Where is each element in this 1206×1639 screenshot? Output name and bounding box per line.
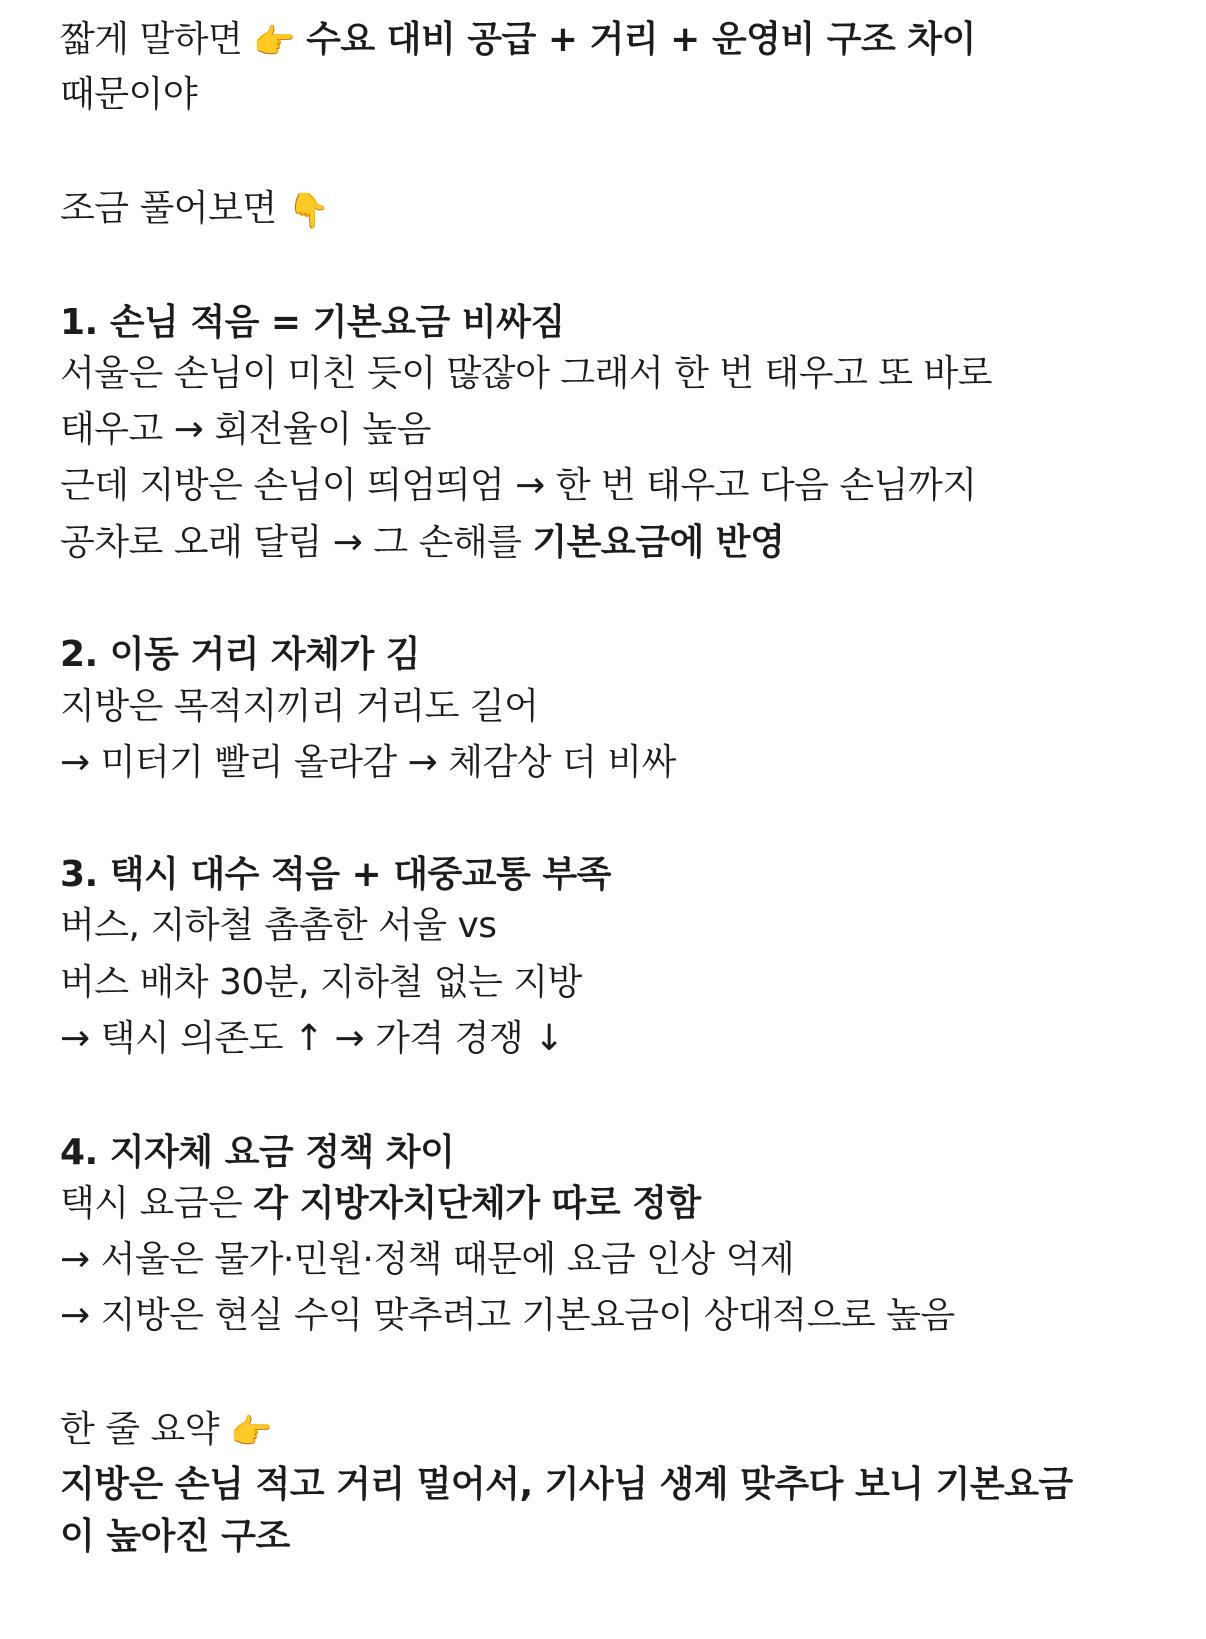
section-3-line: 버스 배차 30분, 지하철 없는 지방: [60, 962, 582, 1003]
section-1-last-line: [60, 521, 1166, 565]
pointing-down-icon: 👇: [287, 191, 330, 231]
section-4-heading: 4. 지자체 요금 정책 차이: [60, 1132, 455, 1173]
explain-line: [60, 187, 1166, 233]
section-2-line: 지방은 목적지끼리 거리도 길어: [60, 686, 539, 727]
section-4-first-bold: 각 지방자치단체가 따로 정함: [253, 1183, 701, 1224]
intro-line-2: 때문이야: [60, 74, 198, 115]
section-3-line: 버스, 지하철 촘촘한 서울 vs: [60, 905, 497, 946]
section-2-heading: 2. 이동 거리 자체가 김: [60, 634, 421, 675]
section-4-first-line: [60, 1182, 1166, 1226]
section-4-line: → 서울은 물가·민원·정책 때문에 요금 인상 억제: [60, 1239, 795, 1280]
section-4-line: → 지방은 현실 수익 맞추려고 기본요금이 상대적으로 높음: [60, 1295, 955, 1336]
section-1-heading: 1. 손님 적음 = 기본요금 비싸짐: [60, 302, 565, 343]
section-1-last-bold: 기본요금에 반영: [532, 522, 785, 563]
section-4-first-plain: 택시 요금은: [60, 1183, 254, 1224]
summary-line: 지방은 손님 적고 거리 멀어서, 기사님 생계 맞추다 보니 기본요금: [60, 1464, 1073, 1505]
summary-line: 이 높아진 구조: [60, 1516, 290, 1557]
section-3-line: → 택시 의존도 ↑ → 가격 경쟁 ↓: [60, 1018, 564, 1059]
section-1-line: 태우고 → 회전율이 높음: [60, 409, 431, 450]
intro-line-1: [60, 18, 1166, 64]
explain-text: 조금 풀어보면: [60, 188, 277, 229]
pointing-right-icon: 👉: [253, 22, 296, 62]
section-2-line: → 미터기 빨리 올라감 → 체감상 더 비싸: [60, 742, 676, 783]
section-1-line: 근데 지방은 손님이 띄엄띄엄 → 한 번 태우고 다음 손님까지: [60, 465, 977, 506]
section-1-last-plain: 공차로 오래 달림 → 그 손해를: [60, 522, 533, 563]
summary-label: 한 줄 요약: [60, 1409, 219, 1450]
pointing-right-icon: 👉: [229, 1412, 272, 1452]
intro-prefix: 짧게 말하면: [60, 19, 243, 60]
section-3-heading: 3. 택시 대수 적음 + 대중교통 부족: [60, 854, 611, 895]
section-1-line: 서울은 손님이 미친 듯이 많잖아 그래서 한 번 태우고 또 바로: [60, 353, 993, 394]
intro-bold-summary: 수요 대비 공급 + 거리 + 운영비 구조 차이: [306, 19, 976, 60]
summary-label-line: [60, 1408, 1166, 1454]
